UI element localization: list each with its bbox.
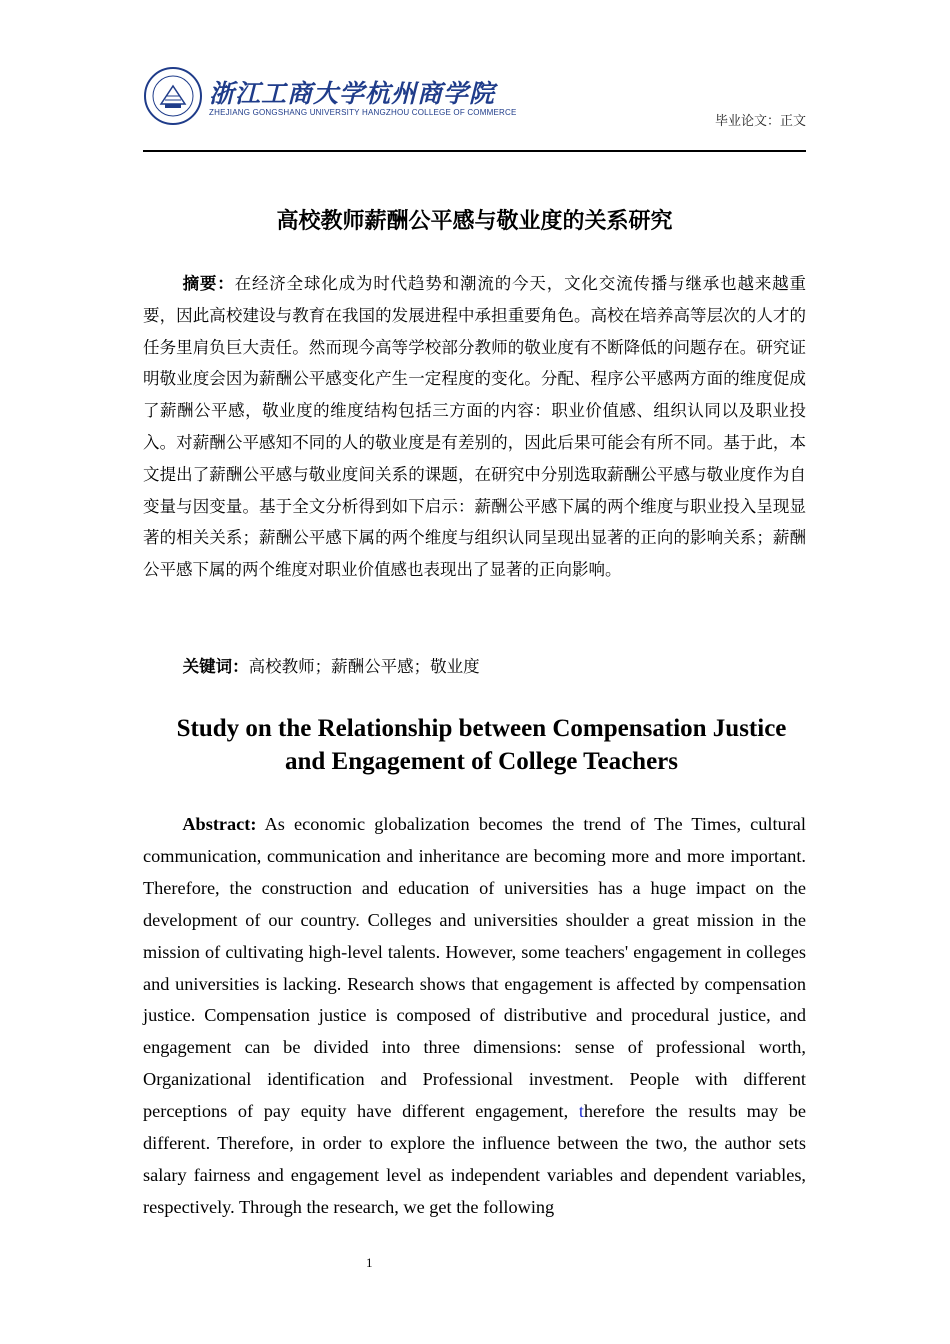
page-header [143,66,806,130]
english-abstract-text-2: herefore the results may be different. Therefore, in order to explore the influence between the two, the author sets salary fairness and engagement level as independent variables and dependent variables, respectively. Through the research, we get the following [143,1101,806,1217]
chinese-keywords-label: 关键词： [182,657,249,676]
chinese-abstract [143,268,806,586]
english-abstract-highlight: t [578,1101,584,1122]
university-seal-icon [143,66,203,126]
chinese-title: 高校教师薪酬公平感与敬业度的关系研究 [276,209,673,234]
english-title-line-1: Study on the Relationship between Compensation Justice [176,715,787,742]
school-name-en: ZHEJIANG GONGSHANG UNIVERSITY HANGZHOU COLLEGE OF COMMERCE [209,108,517,117]
chinese-abstract-label: 摘要： [182,274,235,293]
chinese-abstract-text: 在经济全球化成为时代趋势和潮流的今天，文化交流传播与继承也越来越重要，因此高校建设与教育在我国的发展进程中承担重要角色。高校在培养高等层次的人才的任务里肩负巨大责任。然而现今高等学校部分教师的敬业度有不断降低的问题存在。研究证明敬业度会因为薪酬公平感变化产生一定程度的变化。分配、程序公平感两方面的维度促成了薪酬公平感，敬业度的维度结构包括三方面的内容：职业价值感、组织认同以及职业投入。对薪酬公平感知不同的人的敬业度是有差别的，因此后果可能会有所不同。基于此，本文提出了薪酬公平感与敬业度间关系的课题，在研究中分别选取薪酬公平感与敬业度作为自变量与因变量。基于全文分析得到如下启示：薪酬公平感下属的两个维度与职业投入呈现显著的相关关系；薪酬公平感下属的两个维度与组织认同呈现出显著的正向的影响关系；薪酬公平感下属的两个维度对职业价值感也表现出了显著的正向影响。 [143,274,807,580]
header-divider [143,150,806,152]
english-abstract-text-1: As economic globalization becomes the trend of The Times, cultural communication, communication and inheritance are becoming more and more important. Therefore, the construction and education of universities has a huge impact on the development of our country. Colleges and universities shoulder a great mission in the mission of cultivating high-level talents. However, some teachers' engagement in colleges and universities is lacking. Research shows that engagement is affected by compensation justice. Compensation justice is composed of distributive and procedural justice, and engagement can be divided into three dimensions: sense of professional worth, Organizational identification and Professional investment. People with different perceptions of pay equity have different engagement, [143,814,806,1122]
chinese-keywords [143,651,806,682]
english-abstract [143,809,806,1224]
chinese-keywords-text: 高校教师；薪酬公平感；敬业度 [248,657,480,676]
document-section-label: 毕业论文：正文 [714,114,806,129]
page-number: 1 [366,1255,373,1270]
school-name-cn: 浙江工商大学杭州商学院 [209,79,496,108]
english-title [150,712,813,778]
english-abstract-label: Abstract: [182,814,257,834]
english-title-line-2: and Engagement of College Teachers [284,748,679,775]
